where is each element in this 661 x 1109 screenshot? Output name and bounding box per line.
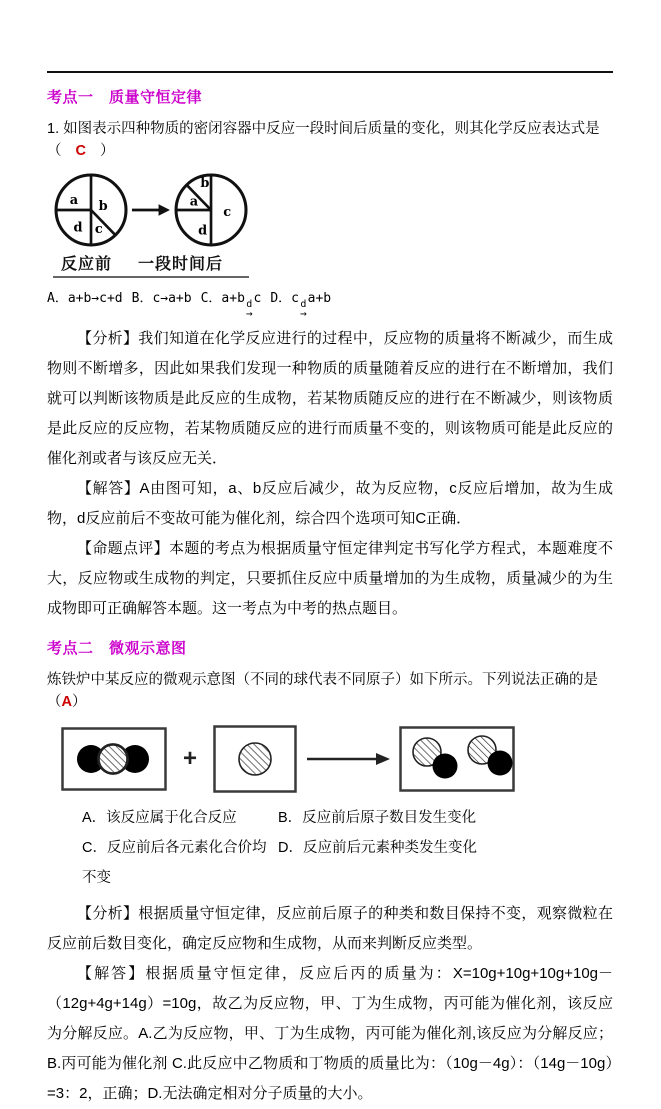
option-c-right: c: [253, 291, 262, 306]
question1-close-paren: ）: [99, 143, 115, 159]
catalyst-arrow-c: [246, 300, 253, 318]
reaction-arrow-icon: [131, 203, 171, 217]
question1-option-d: [270, 291, 332, 320]
pie-captions: [53, 251, 249, 274]
reaction-arrow2-icon: [305, 750, 391, 768]
question2-answer-explanation: 【解答】根据质量守恒定律，反应后丙的质量为：X=10g+10g+10g+10g－（12g+4g+14g）=10g，故乙为反应物，甲、丁为生成物，丙可能为催化剂，该反应为分解反应。A.乙为反应物，甲、丁为生成物，丙可能为催化剂,该反应为分解反应；B.丙可能为催化剂 C.此反应中乙物质和丁物质的质量比为：（10g－4g）：（14g－10g）=3：2，正确；D.无法确定相对分子质量的大小。: [47, 965, 613, 1102]
pie-before-label-b: b: [98, 199, 108, 214]
caption-before-reaction: 反应前: [61, 256, 113, 273]
question1-option-a: A．a+b→c+d: [47, 291, 123, 306]
pie-after-label-a: a: [189, 194, 199, 210]
catalyst-label-d: d: [300, 299, 307, 310]
pie-before-label-c: c: [94, 221, 103, 237]
question2-options: [82, 803, 613, 893]
pie-before-reaction: [53, 170, 129, 250]
question1-option-c: [200, 291, 262, 320]
question1-option-b: B．c→a+b: [131, 291, 192, 306]
question1-answer: C: [75, 143, 86, 159]
option-d-left: D．c: [270, 291, 300, 306]
pie-after-label-b: b: [200, 176, 210, 192]
top-divider: [47, 71, 613, 73]
catalyst-arrow-d: [300, 300, 307, 318]
micro-diagram-figure: [61, 725, 613, 793]
catalyst-arrow-icon-d: →: [300, 307, 307, 320]
question2-answer: A: [61, 694, 72, 710]
question2-option-b: B．反应前后原子数目发生变化: [278, 810, 477, 826]
question2-analysis: 【分析】根据质量守恒定律，反应前后原子的种类和数目保持不变，观察微粒在反应前后数目变化，确定反应物和生成物，从而来判断反应类型。: [47, 905, 613, 952]
question2-option-a: A．该反应属于化合反应: [82, 810, 237, 826]
question2-stem: 炼铁炉中某反应的微观示意图（不同的球代表不同原子）如下所示。下列说法正确的是（: [47, 672, 598, 710]
pie-row: [53, 170, 249, 250]
option-d-right: a+b: [307, 291, 332, 306]
question2-close-paren: ）: [71, 694, 87, 710]
pie-after-label-c: c: [223, 205, 232, 221]
worksheet-page: [0, 71, 661, 1109]
caption-after-period: 一段时间后: [138, 256, 224, 273]
question2-line: [47, 669, 613, 713]
pie-after-label-d: d: [198, 223, 208, 239]
mass-change-figure: [53, 170, 249, 278]
question2-option-d: D．反应前后元素种类发生变化: [278, 840, 477, 856]
question2-option-c: C．反应前后各元素化合价均不变: [82, 840, 267, 886]
pie-before-label-a: a: [69, 192, 79, 208]
section2-heading: 考点二 微观示意图: [47, 640, 187, 657]
pie-before-label-d: d: [73, 220, 83, 236]
reactant1-molecule-box: [61, 727, 167, 791]
question1-stem: 1. 如图表示四种物质的密闭容器中反应一段时间后质量的变化，则其化学反应表达式是（: [47, 121, 600, 159]
question1-answer-explanation: 【解答】A由图可知，a、b反应后减少，故为反应物，c反应后增加，故为生成物，d反应前后不变故可能为催化剂，综合四个选项可知C正确．: [47, 480, 613, 527]
plus-sign: +: [183, 745, 198, 772]
pie-after-reaction: [173, 170, 249, 250]
question1-line: [47, 118, 613, 162]
question1-analysis: 【分析】我们知道在化学反应进行的过程中，反应物的质量将不断减少，而生成物则不断增多，因此如果我们发现一种物质的质量随着反应的进行在不断增加，我们就可以判断该物质是此反应的生成物，若某物质随反应的进行在不断减少，则该物质是此反应的反应物，若某物质随反应的进行而质量不变的，则该物质可能是此反应的催化剂或者与该反应无关．: [47, 330, 613, 467]
catalyst-arrow-icon-c: →: [245, 307, 253, 320]
question1-options: [47, 290, 613, 318]
option-c-left: C．a+b: [200, 291, 245, 306]
section1-heading: 考点一 质量守恒定律: [47, 89, 203, 106]
question1-comment: 【命题点评】本题的考点为根据质量守恒定律判定书写化学方程式，本题难度不大，反应物或生成物的判定，只要抓住反应中质量增加的为生成物，质量减少的为生成物即可正确解答本题。这一考点为中考的热点题目。: [47, 540, 613, 617]
product-molecule-box: [399, 726, 515, 792]
reactant2-molecule-box: [213, 725, 297, 793]
catalyst-label-c: d: [246, 299, 253, 310]
